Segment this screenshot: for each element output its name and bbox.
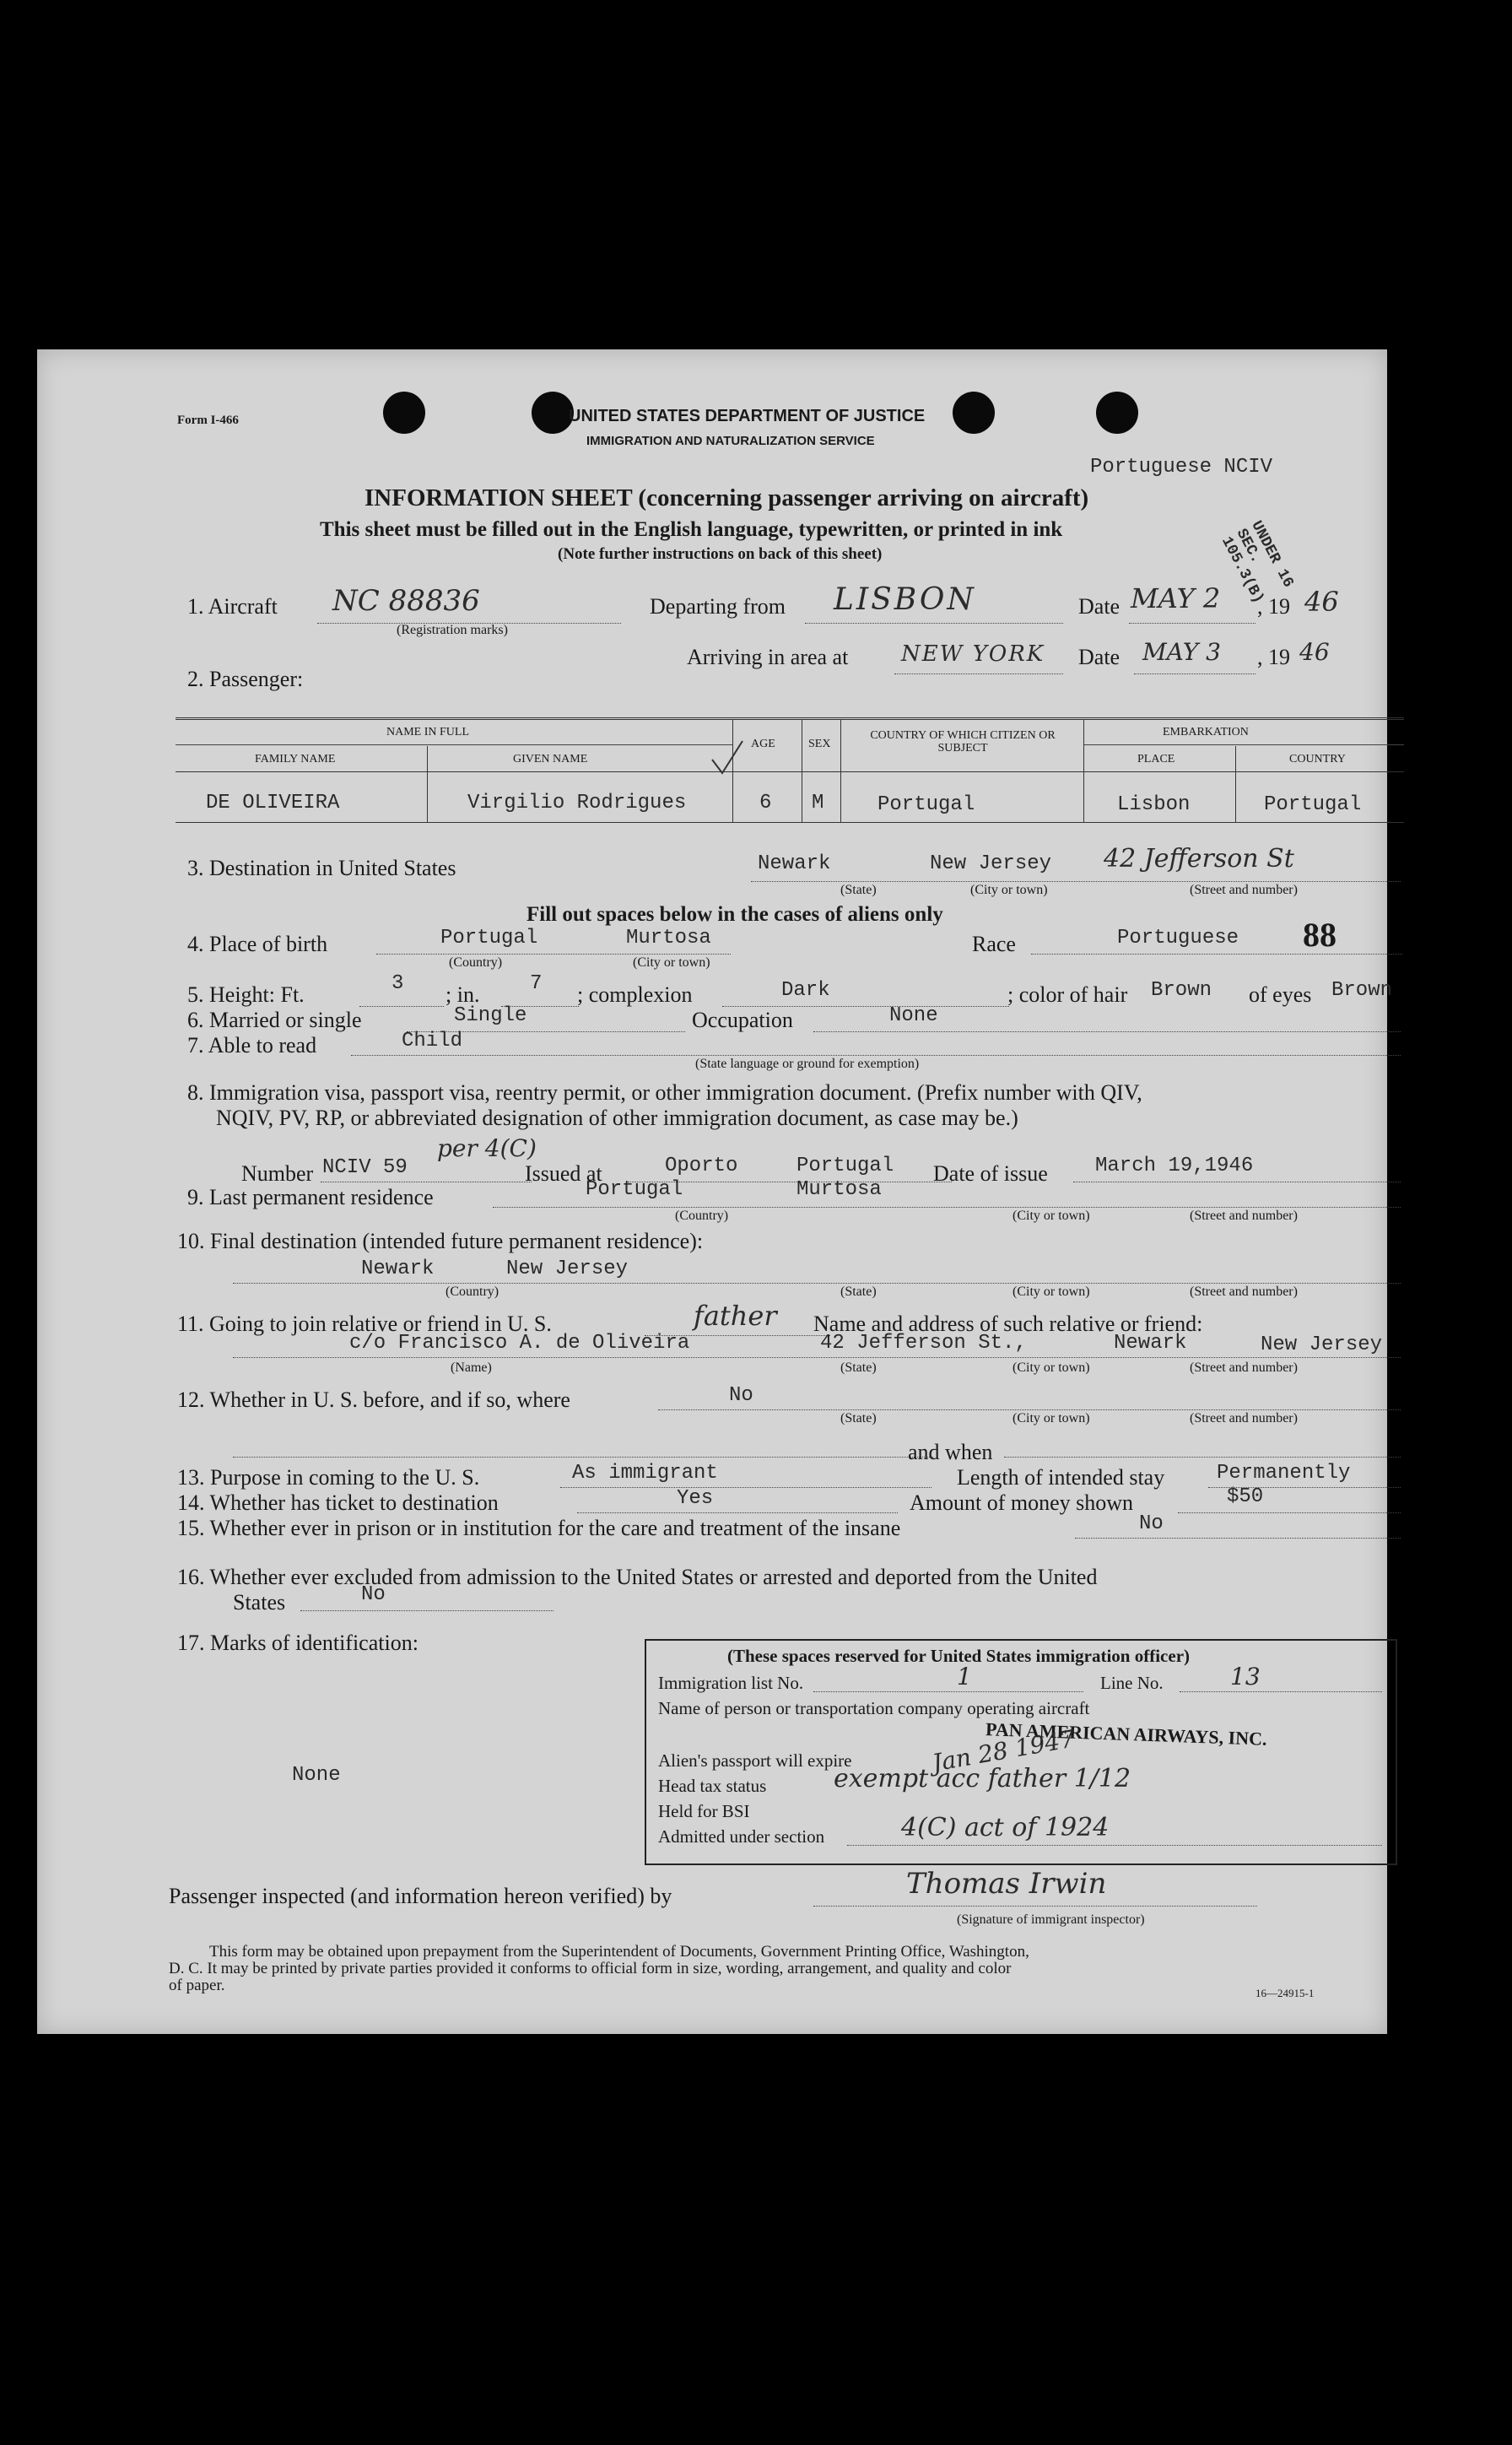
admitted-label: Admitted under section (658, 1826, 825, 1847)
table-header-sex: SEX (808, 738, 831, 750)
caption-city: (City or town) (1012, 1209, 1090, 1223)
purpose-label: 13. Purpose in coming to the U. S. (177, 1465, 480, 1490)
money-value: $50 (1227, 1485, 1264, 1508)
before-label: 12. Whether in U. S. before, and if so, where (177, 1387, 570, 1412)
join-relation: father (694, 1300, 777, 1332)
line-value: 13 (1230, 1663, 1261, 1690)
departing-label: Departing from (650, 594, 786, 619)
registration-caption: (Registration marks) (397, 623, 508, 637)
height-ft: 3 (392, 972, 404, 995)
stay-value: Permanently (1217, 1462, 1351, 1485)
footer-line-3: of paper. (169, 1977, 225, 1994)
page-subtitle: This sheet must be filled out in the English language, typewritten, or printed in ink (320, 518, 1063, 541)
hair-label: ; color of hair (1007, 982, 1128, 1007)
instruction-note: (Note further instructions on back of this sheet) (558, 545, 883, 563)
height-in-label: ; in. (446, 982, 480, 1007)
transport-label: Name of person or transportation company operating aircraft (658, 1698, 1090, 1718)
marks-value: None (292, 1764, 341, 1787)
caption-city: (City or town) (1012, 1285, 1090, 1299)
caption-city: (City or town) (633, 955, 710, 970)
officer-box-heading: (These spaces reserved for United States immigration officer) (727, 1646, 1191, 1666)
caption-street: (Street and number) (1190, 883, 1298, 897)
married-label: 6. Married or single (187, 1008, 362, 1032)
married-value: Single (454, 1004, 527, 1027)
page-title: INFORMATION SHEET (concerning passenger arriving on aircraft) (364, 484, 1089, 511)
ticket-value: Yes (677, 1487, 714, 1510)
join-city: Newark (1114, 1332, 1187, 1355)
signature-caption: (Signature of immigrant inspector) (957, 1912, 1145, 1927)
table-header-country: COUNTRY (1289, 753, 1346, 765)
transport-stamp: PAN AMERICAN AIRWAYS, INC. (985, 1718, 1267, 1750)
complexion-label: ; complexion (577, 982, 693, 1007)
residence-label: 9. Last permanent residence (187, 1185, 434, 1209)
join-name: c/o Francisco A. de Oliveira (349, 1332, 690, 1355)
punch-hole (532, 392, 574, 434)
read-label: 7. Able to read (187, 1033, 317, 1058)
punch-hole (383, 392, 425, 434)
join-label: 11. Going to join relative or friend in U. S. (177, 1312, 552, 1336)
line-label: Line No. (1100, 1673, 1164, 1693)
marks-label: 17. Marks of identification: (177, 1631, 418, 1655)
residence-city: Murtosa (796, 1178, 882, 1201)
join-street: 42 Jefferson St., (820, 1332, 1027, 1355)
issued-city: Oporto (665, 1155, 738, 1177)
given-name-value: Virgilio Rodrigues (467, 792, 687, 814)
destination-street: 42 Jefferson St (1104, 844, 1294, 874)
table-header-place: PLACE (1137, 753, 1175, 765)
read-caption: (State language or ground for exemption) (695, 1057, 920, 1071)
aliens-heading: Fill out spaces below in the cases of aliens only (526, 903, 943, 926)
money-label: Amount of money shown (910, 1490, 1134, 1515)
visa-label: 8. Immigration visa, passport visa, reentry permit, or other immigration document. (Prefix number with QIV, (187, 1080, 1142, 1105)
admitted-value: 4(C) act of 1924 (901, 1813, 1110, 1842)
headtax-label: Head tax status (658, 1776, 767, 1796)
stamp-portuguese-nciv: Portuguese NCIV (1090, 456, 1273, 479)
issued-label: Issued at (525, 1161, 602, 1186)
passenger-label: 2. Passenger: (187, 667, 304, 691)
issue-date-label: Date of issue (933, 1161, 1048, 1186)
departing-year: 46 (1304, 586, 1339, 618)
before-value: No (729, 1384, 753, 1407)
family-name-value: DE OLIVEIRA (206, 792, 340, 814)
inspected-label: Passenger inspected (and information hereon verified) by (169, 1884, 672, 1908)
caption-street: (Street and number) (1190, 1411, 1298, 1425)
visa-number-label: Number (241, 1161, 314, 1186)
arriving-label: Arriving in area at (687, 645, 849, 669)
check-mark-icon (709, 738, 746, 776)
passport-expire-label: Alien's passport will expire (658, 1750, 852, 1771)
excluded-label-2: States (233, 1590, 286, 1615)
destination-label: 3. Destination in United States (187, 856, 456, 880)
caption-street: (Street and number) (1190, 1209, 1298, 1223)
height-inches: 7 (530, 972, 543, 995)
date-label-1: Date (1078, 594, 1120, 619)
arriving-date: MAY 3 (1142, 638, 1221, 666)
birth-city: Murtosa (626, 927, 711, 949)
when-label: and when (908, 1440, 993, 1464)
stay-label: Length of intended stay (957, 1465, 1165, 1490)
final-state: New Jersey (506, 1258, 629, 1280)
sex-value: M (812, 792, 824, 814)
form-number: Form I-466 (177, 414, 239, 427)
embark-country-value: Portugal (1264, 793, 1362, 816)
service-name: IMMIGRATION AND NATURALIZATION SERVICE (586, 434, 875, 448)
destination-state: New Jersey (930, 852, 1052, 875)
year-prefix-2: , 19 (1257, 645, 1290, 669)
caption-street: (Street and number) (1190, 1285, 1298, 1299)
final-destination-label: 10. Final destination (intended future permanent residence): (177, 1229, 704, 1253)
eyes-value: Brown (1331, 979, 1393, 1002)
bsi-label: Held for BSI (658, 1801, 750, 1821)
aircraft-label: 1. Aircraft (187, 594, 278, 619)
punch-hole (1096, 392, 1138, 434)
table-header-name-in-full: NAME IN FULL (386, 726, 469, 738)
issued-country: Portugal (796, 1155, 894, 1177)
caption-state: (State) (840, 1285, 877, 1299)
punch-hole (953, 392, 995, 434)
citizen-value: Portugal (878, 793, 975, 816)
race-value: Portuguese (1117, 927, 1239, 949)
table-header-citizen-country: COUNTRY OF WHICH CITIZEN OR SUBJECT (870, 729, 1056, 755)
prison-value: No (1139, 1512, 1164, 1535)
arriving-year: 46 (1299, 638, 1330, 666)
prison-label: 15. Whether ever in prison or in institution for the care and treatment of the insane (177, 1516, 901, 1540)
residence-country: Portugal (586, 1178, 683, 1201)
caption-street: (Street and number) (1190, 1360, 1298, 1375)
race-code: 88 (1303, 916, 1336, 954)
birth-label: 4. Place of birth (187, 932, 328, 956)
race-label: Race (972, 932, 1016, 956)
occupation-value: None (889, 1004, 938, 1027)
caption-name: (Name) (451, 1360, 492, 1375)
list-label: Immigration list No. (658, 1673, 804, 1693)
occupation-label: Occupation (692, 1008, 793, 1032)
embark-place-value: Lisbon (1117, 793, 1191, 816)
destination-city: Newark (758, 852, 831, 875)
table-header-given-name: GIVEN NAME (513, 753, 588, 765)
caption-state: (State) (840, 1360, 877, 1375)
passport-expire-value: Jan 28 1947 (930, 1724, 1077, 1777)
caption-country: (Country) (446, 1285, 500, 1299)
ticket-label: 14. Whether has ticket to destination (177, 1490, 499, 1515)
year-prefix-1: , 19 (1257, 594, 1290, 619)
complexion-value: Dark (781, 979, 830, 1002)
caption-city: (City or town) (1012, 1360, 1090, 1375)
age-value: 6 (759, 792, 772, 814)
excluded-label: 16. Whether ever excluded from admission to the United States or arrested and deported from the United (177, 1565, 1098, 1589)
excluded-value: No (361, 1583, 386, 1606)
stamp-under-16: UNDER 16 SEC. 105.3(B) (1218, 518, 1297, 607)
read-value: Child (402, 1030, 463, 1052)
visa-number-annotation: per 4(C) (437, 1134, 537, 1162)
birth-country: Portugal (440, 927, 538, 949)
date-label-2: Date (1078, 645, 1120, 669)
visa-number: NCIV 59 (322, 1156, 408, 1179)
caption-state: (State) (840, 1411, 877, 1425)
departing-date: MAY 2 (1131, 582, 1221, 614)
table-header-age: AGE (751, 738, 775, 750)
join-name-label: Name and address of such relative or friend: (813, 1312, 1203, 1336)
issue-date: March 19,1946 (1095, 1155, 1254, 1177)
inspector-signature: Thomas Irwin (906, 1867, 1107, 1901)
headtax-value: exempt acc father 1/12 (834, 1764, 1131, 1793)
departing-value: LISBON (834, 582, 976, 617)
caption-country: (Country) (675, 1209, 729, 1223)
form-code: 16—24915-1 (1256, 1987, 1315, 1999)
list-value: 1 (957, 1663, 972, 1690)
eyes-label: of eyes (1249, 982, 1312, 1007)
footer-line-2: D. C. It may be printed by private parties provided it conforms to official form in size, wording, arrangement, and quality and color (169, 1960, 1012, 1977)
aircraft-value: NC 88836 (332, 584, 480, 618)
table-header-family-name: FAMILY NAME (255, 753, 336, 765)
footer-line-1: This form may be obtained upon prepayment from the Superintendent of Documents, Government Printing Office, Washington, (209, 1943, 1029, 1961)
final-city: Newark (361, 1258, 435, 1280)
caption-city: (City or town) (970, 883, 1048, 897)
arriving-value: NEW YORK (901, 641, 1045, 667)
form-sheet (37, 349, 1393, 2034)
height-label: 5. Height: Ft. (187, 982, 305, 1007)
join-state: New Jersey (1261, 1333, 1383, 1356)
table-header-embarkation: EMBARKATION (1163, 726, 1249, 738)
department-name: UNITED STATES DEPARTMENT OF JUSTICE (569, 407, 926, 425)
caption-country: (Country) (449, 955, 503, 970)
hair-value: Brown (1151, 979, 1212, 1002)
caption-state: (State) (840, 883, 877, 897)
caption-city: (City or town) (1012, 1411, 1090, 1425)
purpose-value: As immigrant (572, 1462, 718, 1485)
visa-label-2: NQIV, PV, RP, or abbreviated designation of other immigration document, as case may be.) (216, 1106, 1018, 1130)
